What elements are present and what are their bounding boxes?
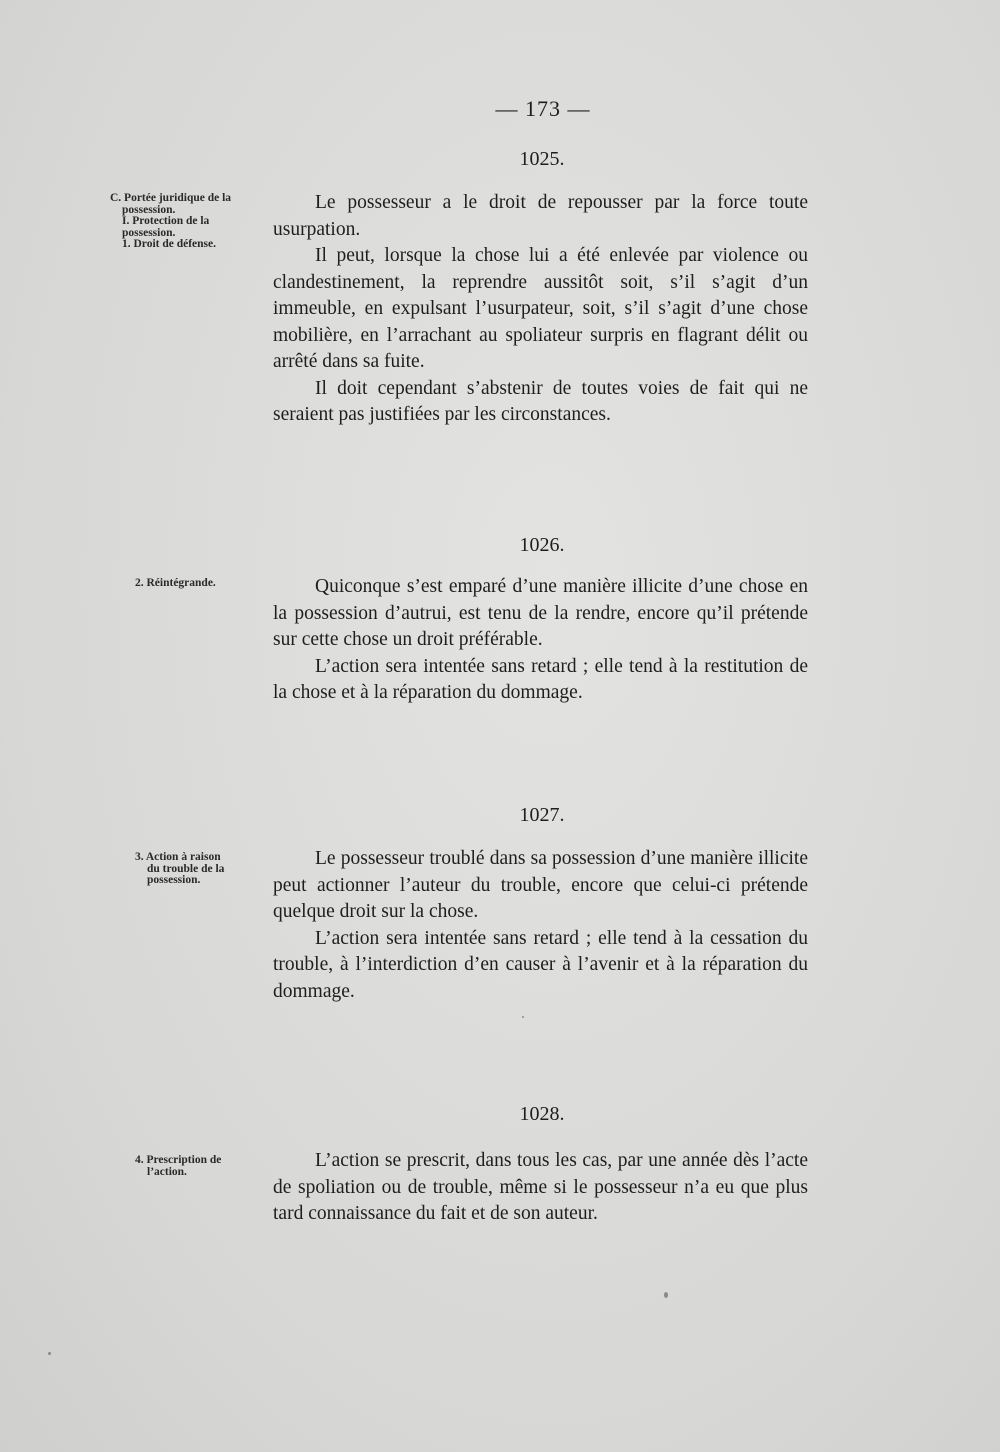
margin-note-line: C. Portée juridique de la — [110, 192, 232, 204]
article-number-1027: 1027. — [519, 804, 565, 826]
margin-note-line: 3. Action à raison — [135, 851, 221, 863]
article-text-1028 — [273, 1148, 808, 1228]
paragraph: Il peut, lorsque la chose lui a été enlevée par violence ou clandestinement, la reprendre aussitôt soit, s’il s’agit d’un immeuble, en expulsant l’usurpateur, soit, s’il s’agit d’une chose mobilière, en l’arrachant au spoliateur surpris en flagrant délit ou arrêté dans sa fuite. — [273, 245, 808, 372]
scan-speck — [48, 1352, 51, 1355]
page-number: — 173 — — [495, 96, 591, 121]
scan-speck — [664, 1292, 668, 1298]
scan-speck — [522, 1016, 524, 1018]
margin-note-1028 — [135, 1155, 265, 1178]
margin-note-line: 2. Réintégrande. — [135, 577, 216, 589]
paragraph: L’action sera intentée sans retard ; elle tend à la cessation du trouble, à l’interdiction d’en causer à l’avenir et à la réparation du dommage. — [273, 927, 808, 1002]
margin-note-line: possession. — [122, 203, 176, 216]
paragraph: L’action se prescrit, dans tous les cas, par une année dès l’acte de spoliation ou de trouble, même si le possesseur n’a eu que plus tard connaissance du fait et de son auteur. — [273, 1150, 808, 1224]
margin-note-line: l’action. — [147, 1165, 187, 1178]
margin-note-1027 — [135, 852, 265, 887]
article-number-1028: 1028. — [519, 1103, 565, 1125]
paragraph: Quiconque s’est emparé d’une manière illicite d’une chose en la possession d’autrui, est tenu de la rendre, encore qu’il prétende sur cette chose un droit préférable. — [273, 576, 808, 650]
article-number-1026: 1026. — [519, 534, 565, 556]
margin-note-1025 — [110, 193, 265, 251]
article-text-1026 — [273, 574, 808, 707]
margin-note-line: du trouble de la — [147, 862, 225, 875]
paragraph: Il doit cependant s’abstenir de toutes voies de fait qui ne seraient pas justifiées par les circonstances. — [273, 377, 808, 425]
paragraph: L’action sera intentée sans retard ; elle tend à la restitution de la chose et à la réparation du dommage. — [273, 655, 808, 703]
article-text-1025 — [273, 190, 808, 429]
article-text-1027 — [273, 846, 808, 1005]
margin-note-line: 1. Droit de défense. — [122, 238, 217, 250]
margin-note-line: possession. — [147, 874, 201, 886]
margin-note-line: 4. Prescription de — [135, 1154, 222, 1166]
margin-note-line: possession. — [122, 226, 176, 239]
margin-note-1026 — [135, 578, 290, 590]
paragraph: Le possesseur a le droit de repousser par la force toute usurpation. — [273, 192, 808, 240]
paragraph: Le possesseur troublé dans sa possession d’une manière illicite peut actionner l’auteur du trouble, encore que celui-ci prétende quelque droit sur la chose. — [273, 848, 808, 922]
margin-note-line: I. Protection de la — [122, 215, 210, 227]
article-number-1025: 1025. — [519, 148, 565, 170]
